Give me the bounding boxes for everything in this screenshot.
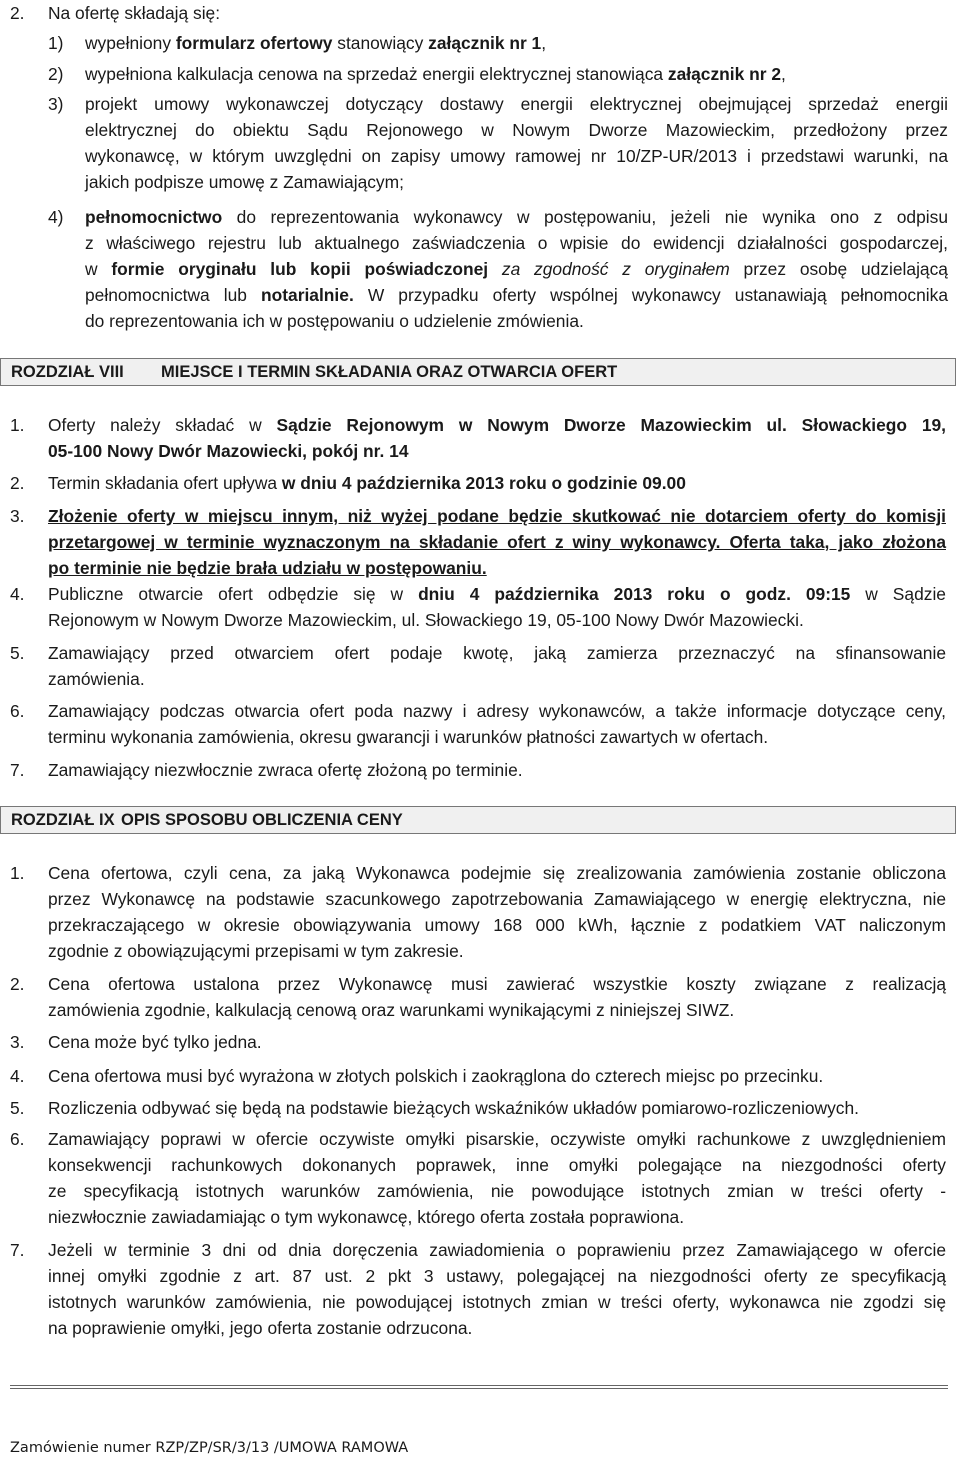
chapter-label: ROZDZIAŁ IX [11,811,115,829]
numbered-paragraph: 4. Cena ofertowa musi być wyrażona w złotych polskich i zaokrąglona do czterech miejsc po przecinku. [10,1066,824,1086]
numbered-paragraph: 7. Jeżeli w terminie 3 dni od dnia doręczenia zawiadomienia o poprawieniu przez Zamawiającego w ofercie innej omyłki zgodnie z art. 87 ust. 2 pkt 3 ustawy, polegającej na niezgodności oferty ze specyfikacją istotnych warunków zamówienia, nie powodującej istotnych zmian w treści oferty, wykonawca nie zgodzi się na poprawienie omyłki, jego oferta zostanie odrzucona. [10,1240,946,1338]
numbered-paragraph: 3. Złożenie oferty w miejscu innym, niż wyżej podane będzie skutkować nie dotarciem oferty do komisji przetargowej w terminie wyznaczonym na składanie ofert z winy wykonawcy. Oferta taka, jako złożona po terminie nie będzie brała udziału w postępowaniu. [10,506,946,578]
page-footer: Zamówienie numer RZP/ZP/SR/3/13 /UMOWA RAMOWA [10,1440,409,1456]
numbered-paragraph: 6. Zamawiający podczas otwarcia ofert poda nazwy i adresy wykonawców, a także informacje dotyczące ceny, terminu wykonania zamówienia, okresu gwarancji i warunków płatności zawartych w ofertach. [10,701,946,747]
chapter-title: OPIS SPOSOBU OBLICZENIA CENY [121,811,403,829]
numbered-paragraph: 5. Rozliczenia odbywać się będą na podstawie bieżących wskaźników układów pomiarowo-rozliczeniowych. [10,1098,859,1118]
list-item: 1) wypełniony formularz ofertowy stanowiący załącznik nr 1, [48,33,547,53]
numbered-paragraph: 5. Zamawiający przed otwarciem ofert podaje kwotę, jaką zamierza przeznaczyć na sfinansowanie zamówienia. [10,643,946,689]
numbered-paragraph: 4. Publiczne otwarcie ofert odbędzie się w dniu 4 października 2013 roku o godz. 09:15 w Sądzie Rejonowym w Nowym Dworze Mazowieckim, ul. Słowackiego 19, 05-100 Nowy Dwór Mazowiecki. [10,584,946,630]
list-number: 2. [10,3,25,23]
list-item: 3) projekt umowy wykonawczej dotyczący dostawy energii elektrycznej obejmującej sprzedaż energii elektrycznej do obiektu Sądu Rejonowego w Nowym Dworze Mazowieckim, przedłożony przez wykonawcę, w którym uwzględni on zapisy umowy ramowej nr 10/ZP-UR/2013 i przedstawi warunki, na jakich podpisze umowę z Zamawiającym; [48,94,948,192]
chapter-9-header [0,806,956,834]
list-item: 4) pełnomocnictwo do reprezentowania wykonawcy w postępowaniu, jeżeli nie wynika ono z odpisu z właściwego rejestru lub aktualnego zaświadczenia o wpisie do ewidencji działalności gospodarczej, w formie oryginału lub kopii poświadczonej za zgodność z oryginałem przez osobę udzielającą pełnomocnictwa lub notarialnie. W przypadku oferty wspólnej wykonawcy ustanawiają pełnomocnika do reprezentowania ich w postępowaniu o udzielenie zmówienia. [48,207,948,331]
chapter-title: MIEJSCE I TERMIN SKŁADANIA ORAZ OTWARCIA OFERT [161,363,618,381]
chapter-8-header [0,358,956,386]
numbered-paragraph: 6. Zamawiający poprawi w ofercie oczywiste omyłki pisarskie, oczywiste omyłki rachunkowe z uwzględnieniem konsekwencji rachunkowych dokonanych poprawek, inne omyłki polegające na niezgodności oferty ze specyfikacją istotnych warunków zamówienia, nie powodujące istotnych zmian w treści oferty - niezwłocznie zawiadamiając o tym wykonawcę, którego oferta została poprawiona. [10,1129,946,1227]
numbered-paragraph: 2. Termin składania ofert upływa w dniu 4 października 2013 roku o godzinie 09.00 [10,473,686,493]
heading-text: Na ofertę składają się: [48,3,221,23]
numbered-paragraph: 1. Cena ofertowa, czyli cena, za jaką Wykonawca podejmie się zrealizowania zamówienia zostanie obliczona przez Wykonawcę na podstawie szacunkowego zapotrzebowania Zamawiającego w energię elektryczna, nie przekraczającego w okresie obowiązywania umowy 168 000 kWh, łącznie z podatkiem VAT naliczonym zgodnie z obowiązującymi przepisami w tym zakresie. [10,863,946,961]
chapter-label: ROZDZIAŁ VIII [11,363,124,381]
numbered-paragraph: 3. Cena może być tylko jedna. [10,1032,262,1052]
numbered-paragraph: 1. Oferty należy składać w Sądzie Rejonowym w Nowym Dworze Mazowieckim ul. Słowackiego 19, 05-100 Nowy Dwór Mazowiecki, pokój nr. 14 [10,415,946,461]
numbered-paragraph: 2. Cena ofertowa ustalona przez Wykonawcę musi zawierać wszystkie koszty związane z realizacją zamówienia zgodnie, kalkulacją cenową oraz warunkami wynikającymi z niniejszej SIWZ. [10,974,946,1020]
footer-divider [10,1385,948,1389]
section-2-heading [10,0,950,26]
list-item: 2) wypełniona kalkulacja cenowa na sprzedaż energii elektrycznej stanowiąca załącznik nr 2, [48,64,786,84]
numbered-paragraph: 7. Zamawiający niezwłocznie zwraca ofertę złożoną po terminie. [10,760,523,780]
